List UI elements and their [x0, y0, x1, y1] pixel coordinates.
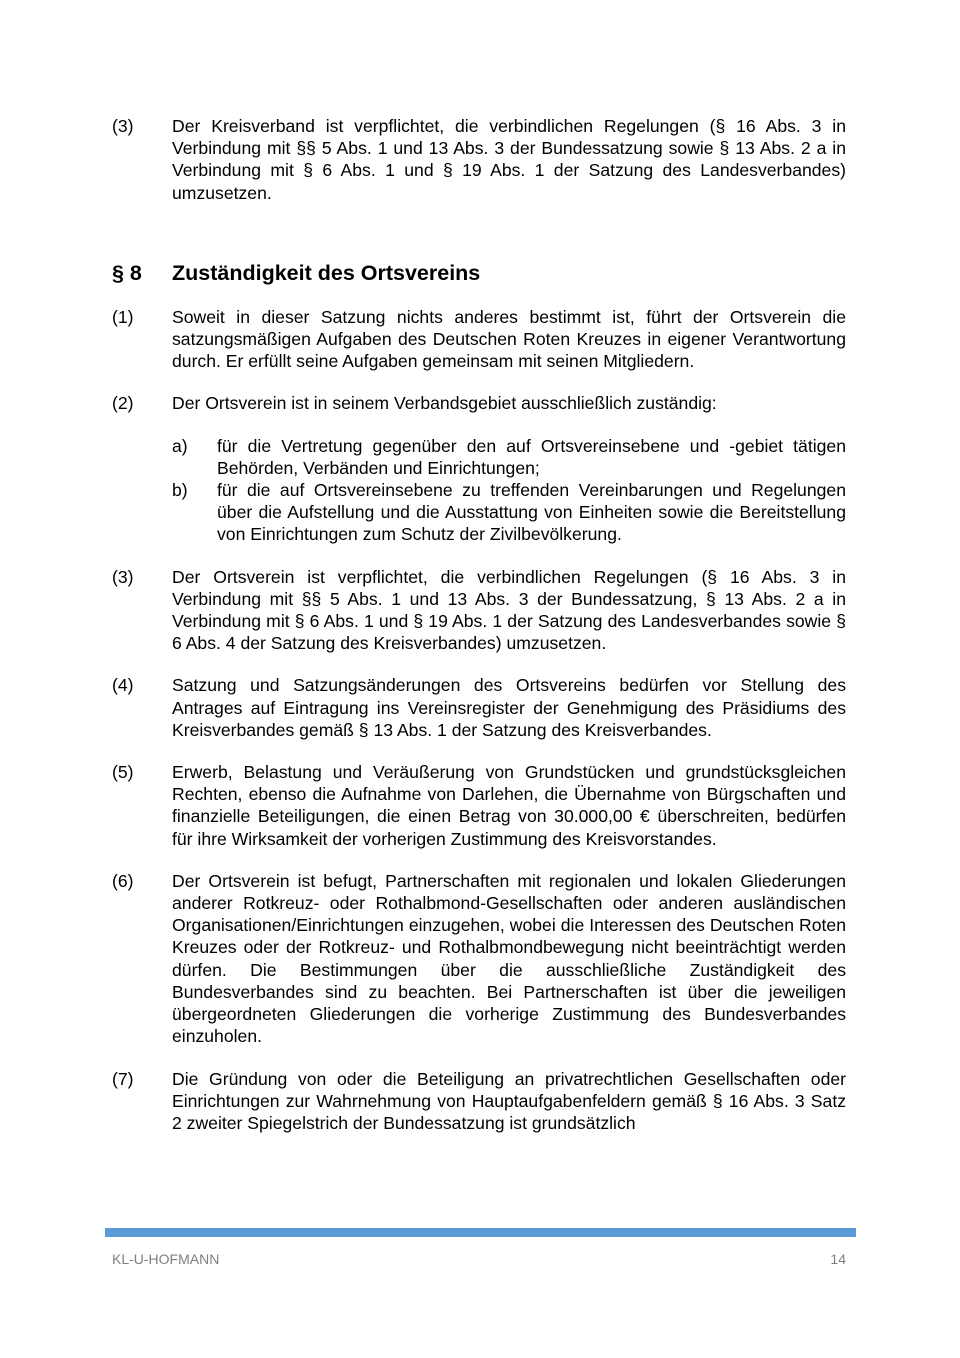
paragraph-4 [112, 674, 846, 741]
section-number: § 8 [112, 260, 142, 285]
paragraph-number: (5) [112, 762, 134, 783]
paragraph-text: Der Ortsverein ist in seinem Verbandsgebiet ausschließlich zuständig: [172, 393, 717, 414]
paragraph-text: Satzung und Satzungsänderungen des Ortsvereins bedürfen vor Stellung des Antrages auf Eintragung ins Vereinsregister der Genehmigung des Präsidiums des Kreisverbandes gemäß § 13 Abs. 1 der Satzung des Kreisverbandes. [172, 675, 846, 740]
paragraph-number: (3) [112, 116, 134, 136]
list-item [172, 435, 846, 479]
paragraph-text: Der Kreisverband ist verpflichtet, die verbindlichen Regelungen (§ 16 Abs. 3 in Verbindung mit §§ 5 Abs. 1 und 13 Abs. 3 der Bundessatzung sowie § 13 Abs. 2 a in Verbindung mit § 6 Abs. 1 und § 19 Abs. 1 der Satzung des Landesverbandes) umzusetzen. [172, 116, 846, 203]
paragraph-text: Der Ortsverein ist befugt, Partnerschaften mit regionalen und lokalen Gliederungen anderer Rotkreuz- oder Rothalbmond-Gesellschaften oder anderen ausländischen Organisationen/Einrichtungen einzugehen, wobei die Interessen des Deutschen Roten Kreuzes oder der Rotkreuz- und Rothalbmondbewegung nicht beeinträchtigt werden dürfen. Die Bestimmungen über die ausschließliche Zuständigkeit des Bundesverbandes sind zu beachten. Bei Partnerschaften ist über die jeweiligen übergeordneten Gliederungen die vorherige Zustimmung des Bundesverbandes einzuholen. [172, 870, 846, 1047]
list-item [172, 479, 846, 546]
paragraph-number: (3) [112, 566, 134, 587]
paragraph-3 [112, 566, 846, 655]
paragraph-5 [112, 761, 846, 850]
paragraph-number: (2) [112, 393, 134, 414]
paragraph-2 [112, 392, 846, 414]
paragraph-number: (1) [112, 306, 134, 327]
section-heading [112, 260, 846, 286]
footer-divider [105, 1228, 856, 1237]
paragraph-number: (7) [112, 1068, 134, 1089]
paragraph-6 [112, 870, 846, 1048]
paragraph-text: Der Ortsverein ist verpflichtet, die verbindlichen Regelungen (§ 16 Abs. 3 in Verbindung mit §§ 5 Abs. 1 und 13 Abs. 3 der Bundessatzung, § 13 Abs. 2 a in Verbindung mit § 6 Abs. 1 und § 19 Abs. 1 der Satzung des Landesverbandes sowie § 6 Abs. 4 der Satzung des Kreisverbandes) umzusetzen. [172, 566, 846, 654]
list-item-text: für die auf Ortsvereinsebene zu treffenden Vereinbarungen und Regelungen über die Aufstellung und die Ausstattung von Einheiten sowie die Bereitstellung von Einrichtungen zum Schutz der Zivilbevölkerung. [217, 480, 846, 545]
paragraph-text: Die Gründung von oder die Beteiligung an privatrechtlichen Gesellschaften oder Einrichtungen zur Wahrnehmung von Hauptaufgabenfeldern gemäß § 16 Abs. 3 Satz 2 zweiter Spiegelstrich der Bundessatzung ist grundsätzlich [172, 1068, 846, 1133]
footer-author: KL-U-HOFMANN [112, 1251, 220, 1267]
paragraph-1 [112, 306, 846, 373]
paragraph-continued-3 [112, 115, 846, 204]
paragraph-number: (4) [112, 675, 134, 696]
paragraph-number: (6) [112, 870, 134, 891]
list-item-letter: b) [172, 480, 188, 501]
paragraph-text: Soweit in dieser Satzung nichts anderes bestimmt ist, führt der Ortsverein die satzungsmäßigen Aufgaben des Deutschen Roten Kreuzes in eigener Verantwortung durch. Er erfüllt seine Aufgaben gemeinsam mit seinen Mitgliedern. [172, 306, 846, 372]
paragraph-text: Erwerb, Belastung und Veräußerung von Grundstücken und grundstücksgleichen Rechten, ebenso die Aufnahme von Darlehen, die Übernahme von Bürgschaften und finanzielle Beteiligungen, die einen Betrag von 30.000,00 € überschreiten, bedürfen für ihre Wirksamkeit der vorherigen Zustimmung des Kreisvorstandes. [172, 762, 846, 849]
sub-list [112, 435, 846, 546]
page-content [112, 115, 846, 1134]
section-title: Zuständigkeit des Ortsvereins [172, 260, 481, 285]
list-item-text: für die Vertretung gegenüber den auf Ortsvereinsebene und -gebiet tätigen Behörden, Verbänden und Einrichtungen; [217, 435, 846, 478]
paragraph-7 [112, 1068, 846, 1135]
page-number: 14 [830, 1251, 846, 1267]
list-item-letter: a) [172, 435, 188, 456]
